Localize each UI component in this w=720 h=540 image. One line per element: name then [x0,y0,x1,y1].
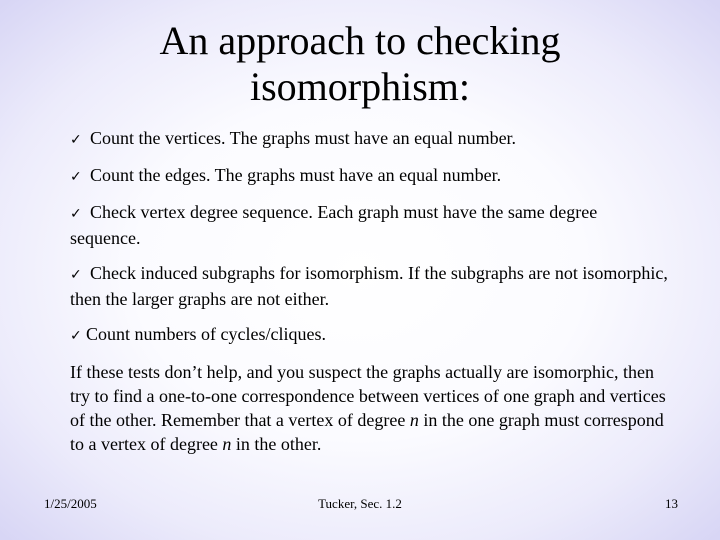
variable-n: n [409,410,419,430]
check-mark-icon: ✓ [70,267,82,283]
paragraph-text-1: If these tests don’t help, and you suspect the graphs actually are isomorphic, then try to find a one-to-one correspondence between vertices of one graph and vertices of the other. Remember that a vertex of degree [70,362,666,430]
check-mark-icon: ✓ [70,132,82,148]
variable-n: n [222,434,232,454]
bullet-text: Check induced subgraphs for isomorphism. If the subgraphs are not isomorphic, then the larger graphs are not either. [70,263,668,309]
slide-title [110,18,610,110]
bullet-item [70,261,670,311]
title-line-1: An approach to checking [159,18,561,63]
check-mark-icon: ✓ [70,328,82,344]
bullet-text: Check vertex degree sequence. Each graph must have the same degree sequence. [70,202,598,248]
bullet-text: Count the edges. The graphs must have an equal number. [90,165,502,185]
title-line-2: isomorphism: [249,64,471,109]
paragraph-text-2: in the one graph must correspond to a vertex of degree [70,410,664,454]
bullet-item [70,163,670,189]
bullet-item [70,200,670,250]
paragraph-text-3: in the other. [231,434,322,454]
bullet-item [70,322,670,348]
bullet-item [70,126,670,152]
slide-number: 13 [665,496,678,511]
closing-paragraph [70,360,670,456]
slide-body [70,126,670,456]
check-mark-icon: ✓ [70,206,82,222]
check-mark-icon: ✓ [70,169,82,185]
footer-date: 1/25/2005 [44,496,97,511]
footer-source: Tucker, Sec. 1.2 [318,496,402,511]
bullet-text: Count numbers of cycles/cliques. [86,324,326,344]
bullet-text: Count the vertices. The graphs must have an equal number. [90,128,517,148]
